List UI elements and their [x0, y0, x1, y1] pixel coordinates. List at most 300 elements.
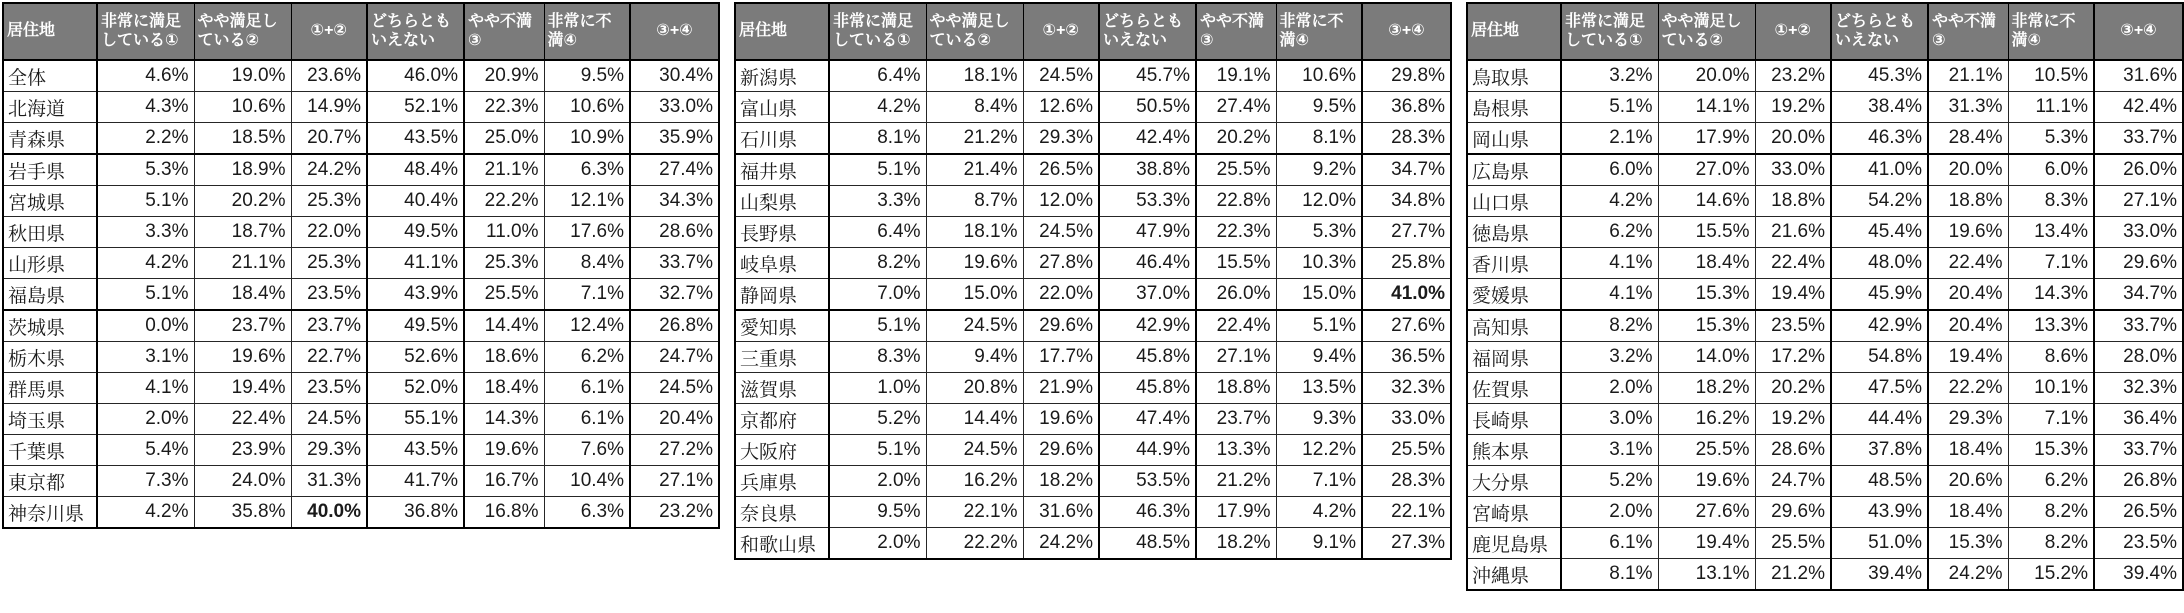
value-cell: 22.2%	[464, 186, 544, 217]
value-cell: 18.4%	[1658, 248, 1755, 279]
value-cell: 23.2%	[630, 497, 719, 529]
value-cell: 52.6%	[367, 342, 464, 373]
value-cell: 14.1%	[1658, 92, 1755, 123]
value-cell: 29.6%	[1755, 497, 1831, 528]
value-cell: 14.6%	[1658, 186, 1755, 217]
value-cell: 9.3%	[1276, 404, 1362, 435]
value-cell: 8.4%	[926, 92, 1023, 123]
area-cell: 岩手県	[3, 154, 97, 186]
value-cell: 5.1%	[1561, 92, 1658, 123]
table-row	[3, 435, 719, 466]
value-cell: 20.4%	[630, 404, 719, 435]
table-row	[735, 248, 1451, 279]
value-cell: 53.5%	[1099, 466, 1196, 497]
column-header: どちらともいえない	[367, 3, 464, 60]
value-cell: 41.0%	[1362, 279, 1451, 311]
value-cell: 52.0%	[367, 373, 464, 404]
value-cell: 22.4%	[1928, 248, 2008, 279]
value-cell: 24.7%	[630, 342, 719, 373]
area-cell: 熊本県	[1467, 435, 1561, 466]
value-cell: 22.7%	[291, 342, 367, 373]
column-header: どちらともいえない	[1831, 3, 1928, 60]
value-cell: 48.0%	[1831, 248, 1928, 279]
value-cell: 12.4%	[544, 310, 630, 342]
value-cell: 34.3%	[630, 186, 719, 217]
area-cell: 香川県	[1467, 248, 1561, 279]
value-cell: 39.4%	[1831, 559, 1928, 591]
value-cell: 45.8%	[1099, 342, 1196, 373]
value-cell: 23.5%	[2094, 528, 2183, 559]
value-cell: 18.8%	[1196, 373, 1276, 404]
table-row	[1467, 559, 2183, 591]
value-cell: 13.3%	[1196, 435, 1276, 466]
value-cell: 16.2%	[926, 466, 1023, 497]
area-cell: 岡山県	[1467, 123, 1561, 155]
value-cell: 49.5%	[367, 310, 464, 342]
value-cell: 48.5%	[1099, 528, 1196, 560]
value-cell: 20.0%	[1928, 154, 2008, 186]
value-cell: 26.8%	[630, 310, 719, 342]
table-row	[1467, 248, 2183, 279]
value-cell: 55.1%	[367, 404, 464, 435]
value-cell: 22.4%	[1196, 310, 1276, 342]
value-cell: 12.1%	[544, 186, 630, 217]
table-row	[1467, 217, 2183, 248]
value-cell: 42.9%	[1831, 310, 1928, 342]
value-cell: 20.7%	[291, 123, 367, 155]
value-cell: 6.4%	[829, 217, 926, 248]
value-cell: 27.8%	[1023, 248, 1099, 279]
value-cell: 47.5%	[1831, 373, 1928, 404]
value-cell: 19.2%	[1755, 404, 1831, 435]
value-cell: 6.2%	[1561, 217, 1658, 248]
value-cell: 53.3%	[1099, 186, 1196, 217]
value-cell: 22.1%	[926, 497, 1023, 528]
value-cell: 10.1%	[2008, 373, 2094, 404]
value-cell: 18.1%	[926, 217, 1023, 248]
table-row	[735, 497, 1451, 528]
table-row	[1467, 342, 2183, 373]
area-cell: 広島県	[1467, 154, 1561, 186]
value-cell: 19.4%	[194, 373, 291, 404]
value-cell: 27.4%	[630, 154, 719, 186]
area-cell: 大分県	[1467, 466, 1561, 497]
satisfaction-tables-row	[2, 2, 2177, 591]
value-cell: 1.0%	[829, 373, 926, 404]
area-cell: 栃木県	[3, 342, 97, 373]
value-cell: 37.8%	[1831, 435, 1928, 466]
table-row	[3, 373, 719, 404]
value-cell: 33.0%	[1755, 154, 1831, 186]
value-cell: 8.2%	[829, 248, 926, 279]
value-cell: 17.7%	[1023, 342, 1099, 373]
value-cell: 4.2%	[1276, 497, 1362, 528]
value-cell: 29.6%	[1023, 435, 1099, 466]
value-cell: 7.0%	[829, 279, 926, 311]
value-cell: 7.3%	[97, 466, 194, 497]
value-cell: 12.6%	[1023, 92, 1099, 123]
value-cell: 6.2%	[2008, 466, 2094, 497]
column-header: やや満足している②	[194, 3, 291, 60]
area-cell: 富山県	[735, 92, 829, 123]
value-cell: 2.0%	[97, 404, 194, 435]
value-cell: 20.0%	[1755, 123, 1831, 155]
value-cell: 7.1%	[2008, 248, 2094, 279]
area-cell: 宮城県	[3, 186, 97, 217]
value-cell: 6.1%	[544, 404, 630, 435]
table-row	[1467, 92, 2183, 123]
value-cell: 27.1%	[1196, 342, 1276, 373]
value-cell: 31.6%	[1023, 497, 1099, 528]
area-cell: 沖縄県	[1467, 559, 1561, 591]
value-cell: 17.9%	[1196, 497, 1276, 528]
value-cell: 14.0%	[1658, 342, 1755, 373]
value-cell: 12.0%	[1023, 186, 1099, 217]
value-cell: 21.6%	[1755, 217, 1831, 248]
value-cell: 9.4%	[926, 342, 1023, 373]
value-cell: 8.1%	[1561, 559, 1658, 591]
value-cell: 19.6%	[926, 248, 1023, 279]
value-cell: 20.4%	[1928, 310, 2008, 342]
column-header: 非常に満足している①	[97, 3, 194, 60]
value-cell: 26.5%	[1023, 154, 1099, 186]
value-cell: 2.0%	[1561, 373, 1658, 404]
column-header: 非常に不満④	[2008, 3, 2094, 60]
value-cell: 16.2%	[1658, 404, 1755, 435]
value-cell: 25.3%	[291, 186, 367, 217]
table-row	[735, 435, 1451, 466]
value-cell: 41.0%	[1831, 154, 1928, 186]
value-cell: 13.1%	[1658, 559, 1755, 591]
table-row	[3, 92, 719, 123]
value-cell: 21.1%	[464, 154, 544, 186]
value-cell: 22.8%	[1196, 186, 1276, 217]
area-cell: 静岡県	[735, 279, 829, 311]
value-cell: 8.4%	[544, 248, 630, 279]
value-cell: 19.2%	[1755, 92, 1831, 123]
value-cell: 45.9%	[1831, 279, 1928, 311]
value-cell: 26.0%	[1196, 279, 1276, 311]
value-cell: 40.4%	[367, 186, 464, 217]
value-cell: 10.6%	[544, 92, 630, 123]
value-cell: 48.5%	[1831, 466, 1928, 497]
value-cell: 23.5%	[291, 373, 367, 404]
value-cell: 29.3%	[1023, 123, 1099, 155]
value-cell: 46.3%	[1099, 497, 1196, 528]
value-cell: 36.8%	[367, 497, 464, 529]
column-header: やや満足している②	[1658, 3, 1755, 60]
value-cell: 26.8%	[2094, 466, 2183, 497]
value-cell: 18.8%	[1928, 186, 2008, 217]
value-cell: 8.3%	[2008, 186, 2094, 217]
value-cell: 15.5%	[1658, 217, 1755, 248]
value-cell: 41.1%	[367, 248, 464, 279]
value-cell: 17.9%	[1658, 123, 1755, 155]
value-cell: 13.5%	[1276, 373, 1362, 404]
value-cell: 45.8%	[1099, 373, 1196, 404]
value-cell: 20.0%	[1658, 60, 1755, 92]
value-cell: 27.1%	[2094, 186, 2183, 217]
value-cell: 18.8%	[1755, 186, 1831, 217]
value-cell: 4.2%	[829, 92, 926, 123]
column-header: ③+④	[1362, 3, 1451, 60]
value-cell: 14.4%	[926, 404, 1023, 435]
value-cell: 22.0%	[291, 217, 367, 248]
area-cell: 山梨県	[735, 186, 829, 217]
value-cell: 21.1%	[194, 248, 291, 279]
value-cell: 22.1%	[1362, 497, 1451, 528]
value-cell: 28.3%	[1362, 466, 1451, 497]
column-header: ③+④	[2094, 3, 2183, 60]
value-cell: 6.3%	[544, 154, 630, 186]
value-cell: 23.5%	[1755, 310, 1831, 342]
value-cell: 4.6%	[97, 60, 194, 92]
value-cell: 38.8%	[1099, 154, 1196, 186]
header-row	[3, 3, 719, 60]
value-cell: 29.3%	[291, 435, 367, 466]
value-cell: 2.2%	[97, 123, 194, 155]
value-cell: 10.5%	[2008, 60, 2094, 92]
area-cell: 徳島県	[1467, 217, 1561, 248]
area-cell: 岐阜県	[735, 248, 829, 279]
value-cell: 34.7%	[2094, 279, 2183, 311]
column-header: 非常に満足している①	[1561, 3, 1658, 60]
table-row	[735, 154, 1451, 186]
value-cell: 15.0%	[1276, 279, 1362, 311]
value-cell: 31.3%	[1928, 92, 2008, 123]
table-row	[3, 217, 719, 248]
value-cell: 19.6%	[1658, 466, 1755, 497]
value-cell: 43.9%	[367, 279, 464, 311]
area-cell: 愛知県	[735, 310, 829, 342]
value-cell: 19.6%	[194, 342, 291, 373]
value-cell: 19.1%	[1196, 60, 1276, 92]
column-header: ①+②	[1023, 3, 1099, 60]
value-cell: 24.2%	[1023, 528, 1099, 560]
value-cell: 50.5%	[1099, 92, 1196, 123]
area-cell: 全体	[3, 60, 97, 92]
table-row	[1467, 186, 2183, 217]
value-cell: 15.3%	[1928, 528, 2008, 559]
value-cell: 4.2%	[97, 497, 194, 529]
column-header: やや不満③	[1928, 3, 2008, 60]
table-row	[3, 466, 719, 497]
value-cell: 7.1%	[2008, 404, 2094, 435]
value-cell: 15.3%	[1658, 279, 1755, 311]
value-cell: 7.6%	[544, 435, 630, 466]
value-cell: 5.1%	[97, 279, 194, 311]
value-cell: 3.1%	[1561, 435, 1658, 466]
column-header: 居住地	[3, 3, 97, 60]
value-cell: 2.0%	[829, 528, 926, 560]
satisfaction-table-3	[1466, 2, 2184, 591]
value-cell: 15.0%	[926, 279, 1023, 311]
value-cell: 54.2%	[1831, 186, 1928, 217]
value-cell: 0.0%	[97, 310, 194, 342]
value-cell: 15.5%	[1196, 248, 1276, 279]
value-cell: 27.0%	[1658, 154, 1755, 186]
value-cell: 20.4%	[1928, 279, 2008, 311]
area-cell: 東京都	[3, 466, 97, 497]
value-cell: 27.6%	[1362, 310, 1451, 342]
value-cell: 30.4%	[630, 60, 719, 92]
column-header: やや満足している②	[926, 3, 1023, 60]
table-row	[1467, 123, 2183, 155]
value-cell: 11.0%	[464, 217, 544, 248]
value-cell: 3.1%	[97, 342, 194, 373]
value-cell: 37.0%	[1099, 279, 1196, 311]
value-cell: 3.0%	[1561, 404, 1658, 435]
value-cell: 9.5%	[829, 497, 926, 528]
column-header: 居住地	[735, 3, 829, 60]
value-cell: 11.1%	[2008, 92, 2094, 123]
value-cell: 8.3%	[829, 342, 926, 373]
value-cell: 18.2%	[1658, 373, 1755, 404]
value-cell: 32.3%	[2094, 373, 2183, 404]
value-cell: 35.8%	[194, 497, 291, 529]
table-row	[1467, 528, 2183, 559]
value-cell: 10.6%	[1276, 60, 1362, 92]
value-cell: 10.9%	[544, 123, 630, 155]
value-cell: 23.7%	[291, 310, 367, 342]
area-cell: 高知県	[1467, 310, 1561, 342]
value-cell: 2.0%	[1561, 497, 1658, 528]
area-cell: 茨城県	[3, 310, 97, 342]
area-cell: 福井県	[735, 154, 829, 186]
value-cell: 3.3%	[97, 217, 194, 248]
value-cell: 2.0%	[829, 466, 926, 497]
value-cell: 5.1%	[1276, 310, 1362, 342]
value-cell: 16.8%	[464, 497, 544, 529]
value-cell: 25.3%	[291, 248, 367, 279]
value-cell: 47.9%	[1099, 217, 1196, 248]
value-cell: 6.4%	[829, 60, 926, 92]
value-cell: 23.7%	[194, 310, 291, 342]
value-cell: 14.3%	[2008, 279, 2094, 311]
value-cell: 45.7%	[1099, 60, 1196, 92]
value-cell: 24.7%	[1755, 466, 1831, 497]
value-cell: 12.2%	[1276, 435, 1362, 466]
value-cell: 25.8%	[1362, 248, 1451, 279]
area-cell: 京都府	[735, 404, 829, 435]
table-row	[1467, 154, 2183, 186]
value-cell: 13.4%	[2008, 217, 2094, 248]
header-row	[1467, 3, 2183, 60]
value-cell: 44.4%	[1831, 404, 1928, 435]
value-cell: 8.2%	[2008, 528, 2094, 559]
table-row	[3, 154, 719, 186]
value-cell: 10.4%	[544, 466, 630, 497]
value-cell: 5.3%	[2008, 123, 2094, 155]
value-cell: 54.8%	[1831, 342, 1928, 373]
table-row	[3, 279, 719, 311]
value-cell: 22.3%	[464, 92, 544, 123]
value-cell: 8.2%	[2008, 497, 2094, 528]
value-cell: 35.9%	[630, 123, 719, 155]
value-cell: 5.3%	[1276, 217, 1362, 248]
value-cell: 18.7%	[194, 217, 291, 248]
value-cell: 24.5%	[291, 404, 367, 435]
value-cell: 6.1%	[1561, 528, 1658, 559]
table-row	[1467, 497, 2183, 528]
value-cell: 29.6%	[2094, 248, 2183, 279]
table-row	[3, 186, 719, 217]
satisfaction-table-2	[734, 2, 1452, 560]
value-cell: 18.1%	[926, 60, 1023, 92]
area-cell: 奈良県	[735, 497, 829, 528]
value-cell: 25.5%	[1755, 528, 1831, 559]
value-cell: 3.3%	[829, 186, 926, 217]
column-header: やや不満③	[464, 3, 544, 60]
table-row	[735, 342, 1451, 373]
table-row	[735, 466, 1451, 497]
value-cell: 24.5%	[1023, 217, 1099, 248]
value-cell: 36.8%	[1362, 92, 1451, 123]
value-cell: 4.1%	[1561, 248, 1658, 279]
area-cell: 佐賀県	[1467, 373, 1561, 404]
value-cell: 44.9%	[1099, 435, 1196, 466]
column-header: ①+②	[1755, 3, 1831, 60]
table-row	[735, 279, 1451, 311]
table-row	[735, 217, 1451, 248]
value-cell: 33.0%	[2094, 217, 2183, 248]
value-cell: 14.9%	[291, 92, 367, 123]
value-cell: 25.5%	[464, 279, 544, 311]
value-cell: 4.3%	[97, 92, 194, 123]
value-cell: 46.0%	[367, 60, 464, 92]
column-header: ③+④	[630, 3, 719, 60]
value-cell: 48.4%	[367, 154, 464, 186]
value-cell: 18.4%	[464, 373, 544, 404]
table-row	[735, 310, 1451, 342]
value-cell: 15.3%	[2008, 435, 2094, 466]
value-cell: 9.4%	[1276, 342, 1362, 373]
value-cell: 5.2%	[829, 404, 926, 435]
value-cell: 15.3%	[1658, 310, 1755, 342]
value-cell: 39.4%	[2094, 559, 2183, 591]
area-cell: 石川県	[735, 123, 829, 155]
value-cell: 23.6%	[291, 60, 367, 92]
value-cell: 20.8%	[926, 373, 1023, 404]
value-cell: 33.0%	[630, 92, 719, 123]
value-cell: 6.3%	[544, 497, 630, 529]
value-cell: 31.3%	[291, 466, 367, 497]
value-cell: 25.5%	[1658, 435, 1755, 466]
column-header: 非常に満足している①	[829, 3, 926, 60]
value-cell: 19.6%	[464, 435, 544, 466]
value-cell: 33.7%	[2094, 123, 2183, 155]
value-cell: 9.5%	[544, 60, 630, 92]
value-cell: 8.1%	[829, 123, 926, 155]
value-cell: 7.1%	[1276, 466, 1362, 497]
value-cell: 24.5%	[926, 310, 1023, 342]
value-cell: 9.1%	[1276, 528, 1362, 560]
value-cell: 10.3%	[1276, 248, 1362, 279]
value-cell: 26.0%	[2094, 154, 2183, 186]
value-cell: 5.2%	[1561, 466, 1658, 497]
table-row	[735, 373, 1451, 404]
value-cell: 18.2%	[1196, 528, 1276, 560]
value-cell: 40.0%	[291, 497, 367, 529]
column-header: やや不満③	[1196, 3, 1276, 60]
value-cell: 8.1%	[1276, 123, 1362, 155]
area-cell: 和歌山県	[735, 528, 829, 560]
value-cell: 36.4%	[2094, 404, 2183, 435]
value-cell: 5.1%	[829, 154, 926, 186]
value-cell: 16.7%	[464, 466, 544, 497]
table-row	[735, 186, 1451, 217]
value-cell: 43.5%	[367, 123, 464, 155]
